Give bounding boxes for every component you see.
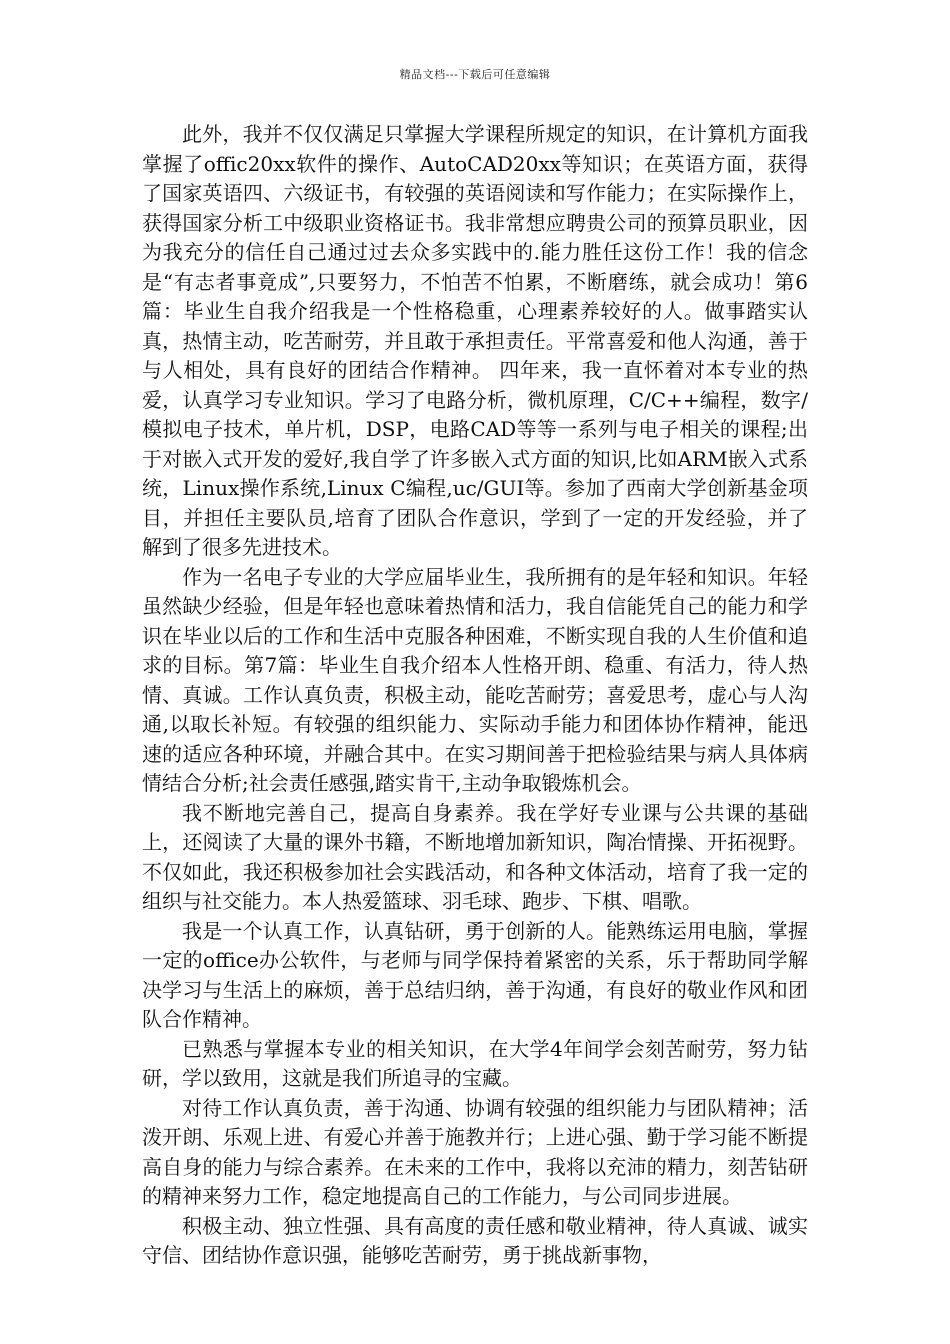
paragraph-6: 对待工作认真负责，善于沟通、协调有较强的组织能力与团队精神；活泼开朗、乐观上进、有爱心并善于施教并行；上进心强、勤于学习能不断提高自身的能力与综合素养。在未来的工作中，我将以充沛的精力，刻苦钻研的精神来努力工作，稳定地提高自己的工作能力，与公司同步进展。 [142, 1095, 808, 1208]
paragraph-2: 作为一名电子专业的大学应届毕业生，我所拥有的是年轻和知识。年轻虽然缺少经验，但是年轻也意味着热情和活力，我自信能凭自己的能力和学识在毕业以后的工作和生活中克服各种困难，不断实现自我的人生价值和追求的目标。第7篇：毕业生自我介绍本人性格开朗、稳重、有活力，待人热情、真诚。工作认真负责，积极主动，能吃苦耐劳；喜爱思考，虚心与人沟通,以取长补短。有较强的组织能力、实际动手能力和团体协作精神，能迅速的适应各种环境，并融合其中。在实习期间善于把检验结果与病人具体病情结合分析;社会责任感强,踏实肯干,主动争取锻炼机会。 [142, 564, 808, 795]
paragraph-4: 我是一个认真工作，认真钻研，勇于创新的人。能熟练运用电脑，掌握一定的office办公软件，与老师与同学保持着紧密的关系，乐于帮助同学解决学习与生活上的麻烦，善于总结归纳，善于沟通，有良好的敬业作风和团队合作精神。 [142, 918, 808, 1031]
paragraph-5: 已熟悉与掌握本专业的相关知识，在大学4年间学会刻苦耐劳，努力钻研，学以致用，这就是我们所追寻的宝藏。 [142, 1036, 808, 1090]
paragraph-1: 此外，我并不仅仅满足只掌握大学课程所规定的知识，在计算机方面我掌握了offic20xx软件的操作、AutoCAD20xx等知识；在英语方面，获得了国家英语四、六级证书，有较强的英语阅读和写作能力；在实际操作上，获得国家分析工中级职业资格证书。我非常想应聘贵公司的预算员职业，因为我充分的信任自己通过过去众多实践中的.能力胜任这份工作！我的信念是“有志者事竟成”,只要努力，不怕苦不怕累，不断磨练，就会成功！第6篇：毕业生自我介绍我是一个性格稳重，心理素养较好的人。做事踏实认真，热情主动，吃苦耐劳，并且敢于承担责任。平常喜爱和他人沟通，善于与人相处，具有良好的团结合作精神。 四年来，我一直怀着对本专业的热爱，认真学习专业知识。学习了电路分析，微机原理，C/C++编程，数字/模拟电子技术，单片机，DSP，电路CAD等等一系列与电子相关的课程;出于对嵌入式开发的爱好,我自学了许多嵌入式方面的知识,比如ARM嵌入式系统，Linux操作系统,Linux C编程,uc/GUI等。参加了西南大学创新基金项目，并担任主要队员,培育了团队合作意识，学到了一定的开发经验，并了解到了很多先进技术。 [142, 122, 808, 559]
paragraph-7: 积极主动、独立性强、具有高度的责任感和敬业精神，待人真诚、诚实守信、团结协作意识强，能够吃苦耐劳，勇于挑战新事物， [142, 1213, 808, 1267]
page-header: 精品文档---下载后可任意编辑 [399, 68, 551, 81]
document-body [142, 120, 808, 1271]
paragraph-3: 我不断地完善自己，提高自身素养。我在学好专业课与公共课的基础上，还阅读了大量的课外书籍，不断地增加新知识，陶冶情操、开拓视野。不仅如此，我还积极参加社会实践活动，和各种文体活动，培育了我一定的组织与社交能力。本人热爱篮球、羽毛球、跑步、下棋、唱歌。 [142, 800, 808, 913]
